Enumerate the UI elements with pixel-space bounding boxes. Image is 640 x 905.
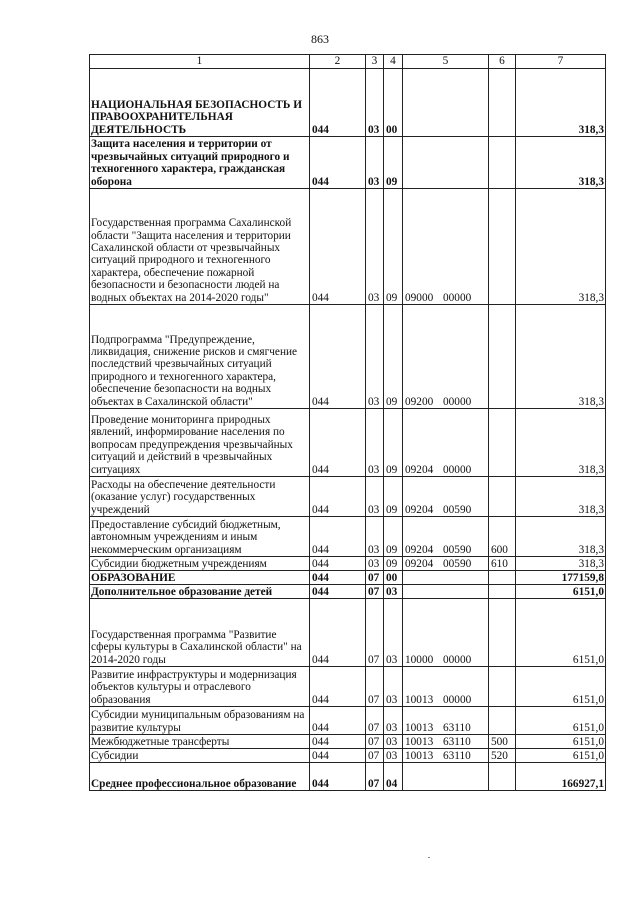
admin-code: 044	[310, 69, 366, 137]
admin-code: 044	[310, 707, 366, 735]
target-article-code	[403, 585, 489, 599]
section-code: 03	[366, 69, 384, 137]
expense-type-code	[489, 409, 516, 477]
expense-type-code: 600	[489, 517, 516, 557]
section-code: 07	[366, 571, 384, 585]
table-row	[90, 477, 606, 517]
section-code: 07	[366, 599, 384, 667]
subsection-code: 03	[384, 707, 403, 735]
row-name: Государственная программа Сахалинской области "Защита населения и территории Сахалинской области от чрезвычайных ситуаций природного и техногенного характера, обеспечение пожарной безопасности и безопасности людей на водных объектах на 2014-2020 годы"	[90, 189, 310, 305]
row-name: Субсидии	[90, 749, 310, 763]
row-name: Развитие инфраструктуры и модернизация объектов культуры и отраслевого образования	[90, 667, 310, 707]
target-article-program: 10013	[405, 735, 434, 748]
expense-type-code	[489, 763, 516, 791]
amount: 318,3	[516, 477, 606, 517]
section-code: 07	[366, 749, 384, 763]
section-code: 07	[366, 763, 384, 791]
target-article-code	[403, 763, 489, 791]
table-row	[90, 707, 606, 735]
scan-speck	[428, 857, 430, 858]
header-row	[90, 55, 606, 69]
row-name: Расходы на обеспечение деятельности (оказание услуг) государственных учреждений	[90, 477, 310, 517]
header-cell-7: 7	[516, 55, 606, 69]
subsection-code: 09	[384, 557, 403, 571]
table-row	[90, 189, 606, 305]
row-name: Субсидии муниципальным образованиям на развитие культуры	[90, 707, 310, 735]
admin-code: 044	[310, 585, 366, 599]
subsection-code: 03	[384, 585, 403, 599]
section-code: 07	[366, 585, 384, 599]
table-row	[90, 69, 606, 137]
amount: 6151,0	[516, 667, 606, 707]
admin-code: 044	[310, 137, 366, 189]
row-name: Предоставление субсидий бюджетным, автономным учреждениям и иным некоммерческим организациям	[90, 517, 310, 557]
row-name: Подпрограмма "Предупреждение, ликвидация, снижение рисков и смягчение последствий чрезвычайных ситуаций природного и техногенного характера, обеспечение безопасности на водных объектах в Сахалинской области"	[90, 305, 310, 409]
expense-type-code	[489, 305, 516, 409]
table-row	[90, 409, 606, 477]
target-article-direction: 00590	[443, 503, 472, 516]
expense-type-code: 520	[489, 749, 516, 763]
amount: 318,3	[516, 69, 606, 137]
expense-type-code	[489, 189, 516, 305]
target-article-program: 09000	[405, 291, 434, 304]
target-article-program: 09204	[405, 557, 434, 570]
row-name: Межбюджетные трансферты	[90, 735, 310, 749]
header-cell-1: 1	[90, 55, 310, 69]
amount: 6151,0	[516, 599, 606, 667]
target-article-direction: 63110	[443, 749, 471, 762]
target-article-program: 10013	[405, 693, 434, 706]
table-row	[90, 763, 606, 791]
amount: 6151,0	[516, 735, 606, 749]
target-article-code	[403, 409, 489, 477]
target-article-code	[403, 137, 489, 189]
amount: 6151,0	[516, 749, 606, 763]
section-code: 03	[366, 517, 384, 557]
target-article-program: 10013	[405, 749, 434, 762]
expense-type-code	[489, 585, 516, 599]
amount: 318,3	[516, 409, 606, 477]
subsection-code: 09	[384, 189, 403, 305]
budget-table	[89, 54, 606, 791]
target-article-code	[403, 69, 489, 137]
row-name: Защита населения и территории от чрезвычайных ситуаций природного и техногенного характера, гражданская оборона	[90, 137, 310, 189]
section-code: 07	[366, 707, 384, 735]
subsection-code: 03	[384, 599, 403, 667]
expense-type-code: 610	[489, 557, 516, 571]
admin-code: 044	[310, 599, 366, 667]
target-article-direction: 00000	[443, 291, 472, 304]
section-code: 03	[366, 305, 384, 409]
row-name: Дополнительное образование детей	[90, 585, 310, 599]
amount: 6151,0	[516, 585, 606, 599]
expense-type-code: 500	[489, 735, 516, 749]
row-name: Среднее профессиональное образование	[90, 763, 310, 791]
subsection-code: 09	[384, 409, 403, 477]
table-row	[90, 517, 606, 557]
amount: 166927,1	[516, 763, 606, 791]
subsection-code: 03	[384, 735, 403, 749]
section-code: 03	[366, 477, 384, 517]
subsection-code: 04	[384, 763, 403, 791]
subsection-code: 03	[384, 749, 403, 763]
table-row	[90, 585, 606, 599]
target-article-code	[403, 667, 489, 707]
amount: 318,3	[516, 557, 606, 571]
target-article-program: 10013	[405, 721, 434, 734]
section-code: 07	[366, 667, 384, 707]
amount: 318,3	[516, 305, 606, 409]
admin-code: 044	[310, 305, 366, 409]
target-article-program: 09204	[405, 463, 434, 476]
target-article-code	[403, 707, 489, 735]
target-article-code	[403, 735, 489, 749]
target-article-direction: 00000	[443, 653, 472, 666]
target-article-code	[403, 189, 489, 305]
header-cell-4: 4	[384, 55, 403, 69]
amount: 177159,8	[516, 571, 606, 585]
admin-code: 044	[310, 517, 366, 557]
target-article-direction: 00000	[443, 395, 472, 408]
row-name: Субсидии бюджетным учреждениям	[90, 557, 310, 571]
target-article-code	[403, 305, 489, 409]
amount: 318,3	[516, 137, 606, 189]
table-row	[90, 137, 606, 189]
target-article-program: 09204	[405, 543, 434, 556]
header-cell-3: 3	[366, 55, 384, 69]
target-article-direction: 00000	[443, 693, 472, 706]
table-row	[90, 571, 606, 585]
target-article-code	[403, 517, 489, 557]
target-article-direction: 00000	[443, 463, 472, 476]
expense-type-code	[489, 137, 516, 189]
expense-type-code	[489, 69, 516, 137]
admin-code: 044	[310, 571, 366, 585]
header-cell-2: 2	[310, 55, 366, 69]
expense-type-code	[489, 667, 516, 707]
admin-code: 044	[310, 189, 366, 305]
header-cell-6: 6	[489, 55, 516, 69]
subsection-code: 09	[384, 305, 403, 409]
row-name: НАЦИОНАЛЬНАЯ БЕЗОПАСНОСТЬ И ПРАВООХРАНИТЕЛЬНАЯ ДЕЯТЕЛЬНОСТЬ	[90, 69, 310, 137]
table-row	[90, 599, 606, 667]
page-number: 863	[311, 32, 329, 46]
target-article-program: 10000	[405, 653, 434, 666]
table-row	[90, 735, 606, 749]
admin-code: 044	[310, 749, 366, 763]
header-cell-5: 5	[403, 55, 489, 69]
target-article-code	[403, 749, 489, 763]
row-name: ОБРАЗОВАНИЕ	[90, 571, 310, 585]
table-row	[90, 667, 606, 707]
admin-code: 044	[310, 477, 366, 517]
target-article-direction: 63110	[443, 735, 471, 748]
target-article-code	[403, 599, 489, 667]
amount: 318,3	[516, 189, 606, 305]
admin-code: 044	[310, 409, 366, 477]
subsection-code: 00	[384, 571, 403, 585]
row-name: Государственная программа "Развитие сферы культуры в Сахалинской области" на 2014-2020 годы	[90, 599, 310, 667]
expense-type-code	[489, 599, 516, 667]
admin-code: 044	[310, 557, 366, 571]
section-code: 03	[366, 189, 384, 305]
row-name: Проведение мониторинга природных явлений, информирование населения по вопросам предупреждения чрезвычайных ситуаций и действий в чрезвычайных ситуациях	[90, 409, 310, 477]
admin-code: 044	[310, 667, 366, 707]
expense-type-code	[489, 477, 516, 517]
amount: 6151,0	[516, 707, 606, 735]
expense-type-code	[489, 707, 516, 735]
target-article-program: 09200	[405, 395, 434, 408]
target-article-direction: 00590	[443, 557, 472, 570]
table-row	[90, 557, 606, 571]
section-code: 03	[366, 409, 384, 477]
target-article-program: 09204	[405, 503, 434, 516]
amount: 318,3	[516, 517, 606, 557]
subsection-code: 03	[384, 667, 403, 707]
table-row	[90, 305, 606, 409]
target-article-direction: 00590	[443, 543, 472, 556]
target-article-code	[403, 571, 489, 585]
expense-type-code	[489, 571, 516, 585]
target-article-code	[403, 477, 489, 517]
section-code: 03	[366, 137, 384, 189]
subsection-code: 00	[384, 69, 403, 137]
target-article-direction: 63110	[443, 721, 471, 734]
subsection-code: 09	[384, 477, 403, 517]
section-code: 07	[366, 735, 384, 749]
subsection-code: 09	[384, 517, 403, 557]
table-row	[90, 749, 606, 763]
target-article-code	[403, 557, 489, 571]
admin-code: 044	[310, 763, 366, 791]
subsection-code: 09	[384, 137, 403, 189]
admin-code: 044	[310, 735, 366, 749]
section-code: 03	[366, 557, 384, 571]
